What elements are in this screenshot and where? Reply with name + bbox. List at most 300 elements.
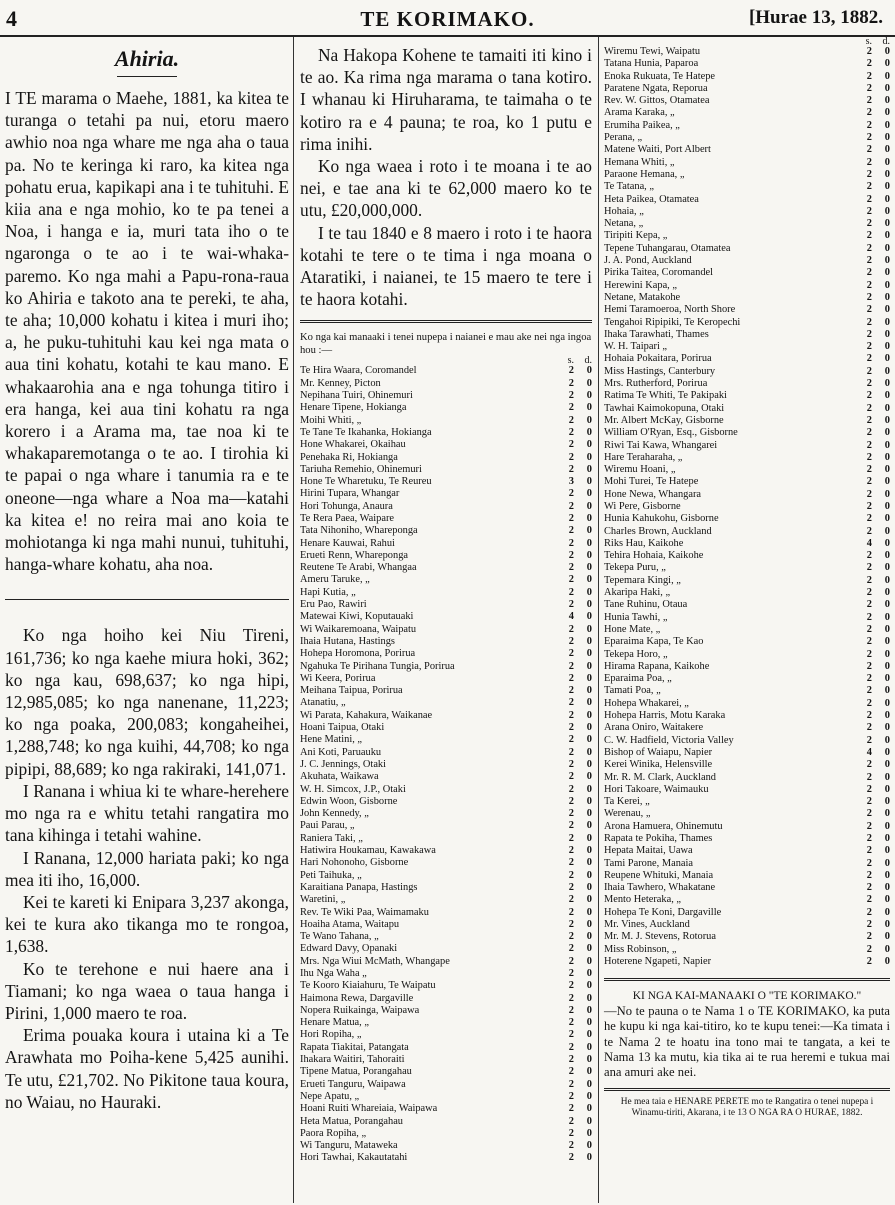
subscriber-shillings: 3 xyxy=(568,476,574,488)
subscriber-row xyxy=(604,649,890,661)
subscriber-row xyxy=(300,1017,592,1029)
subscriber-name: Mr. R. M. Clark, Auckland xyxy=(604,771,716,783)
subscriber-shillings: 2 xyxy=(866,587,872,599)
subscriber-row xyxy=(300,513,592,525)
subscriber-pence: 0 xyxy=(884,353,890,365)
subscriber-name: Ta Kerei, „ xyxy=(604,796,650,808)
subscriber-pence: 0 xyxy=(884,599,890,611)
section-rule xyxy=(604,978,890,981)
notice-title: KI NGA KAI-MANAAKI O "TE KORIMAKO." xyxy=(632,990,862,1003)
subscriber-pence: 0 xyxy=(884,734,890,746)
subscriber-row xyxy=(604,599,890,611)
subscriber-name: Nepihana Tuiri, Ohinemuri xyxy=(300,390,413,402)
subscriber-shillings: 2 xyxy=(568,426,574,438)
subscriber-shillings: 2 xyxy=(866,95,872,107)
subscriber-row xyxy=(300,365,592,377)
subscriber-row xyxy=(604,353,890,365)
subscriber-row xyxy=(604,317,890,329)
subscriber-pence: 0 xyxy=(884,255,890,267)
subscriber-shillings: 2 xyxy=(866,181,872,193)
subscriber-name: Nepe Apatu, „ xyxy=(300,1090,360,1102)
subscriber-shillings: 2 xyxy=(568,1066,574,1078)
subscriber-shillings: 2 xyxy=(866,439,872,451)
subscriber-row xyxy=(604,735,890,747)
subscriber-shillings: 2 xyxy=(568,1090,574,1102)
subscriber-pence: 0 xyxy=(884,587,890,599)
subscriber-row xyxy=(300,685,592,697)
subscriber-name: Wi Parata, Kahakura, Waikanae xyxy=(300,709,433,721)
subscribers-intro xyxy=(300,331,592,357)
subscriber-name: Henare Kauwai, Rahui xyxy=(300,537,395,549)
subscriber-name: J. C. Jennings, Otaki xyxy=(300,758,387,770)
subscriber-pence: 0 xyxy=(586,1103,592,1115)
subscriber-name: Mohi Turei, Te Hatepe xyxy=(604,476,699,488)
subscriber-shillings: 2 xyxy=(866,402,872,414)
subscriber-row xyxy=(300,488,592,500)
subscriber-row xyxy=(300,562,592,574)
subscriber-shillings: 2 xyxy=(568,967,574,979)
subscriber-name: Hone Whakarei, Okaihau xyxy=(300,439,406,451)
subscriber-pence: 0 xyxy=(586,1115,592,1127)
subscriber-name: Te Hira Waara, Coromandel xyxy=(300,365,417,377)
subscriber-row xyxy=(300,894,592,906)
subscriber-name: Hori Ropiha, „ xyxy=(300,1029,362,1041)
subscriber-pence: 0 xyxy=(586,513,592,524)
subscriber-name: Heta Matua, Porangahau xyxy=(300,1115,404,1127)
subscriber-row xyxy=(604,390,890,402)
subscriber-name: Hohaia Pokaitara, Porirua xyxy=(604,353,712,365)
subscriber-pence: 0 xyxy=(884,623,890,635)
masthead-title: TE KORIMAKO. xyxy=(360,7,535,31)
subscriber-shillings: 2 xyxy=(866,734,872,746)
subscriber-name: Paui Parau, „ xyxy=(300,820,355,832)
subscriber-shillings: 2 xyxy=(866,833,872,844)
subscriber-pence: 0 xyxy=(884,611,890,623)
subscriber-name: Erueti Tanguru, Waipawa xyxy=(300,1078,406,1090)
subscriber-shillings: 2 xyxy=(568,881,574,893)
subscriber-row xyxy=(604,759,890,771)
subscriber-name: Hunia Kahukohu, Gisborne xyxy=(604,513,719,525)
subscriber-row xyxy=(300,845,592,857)
subscriber-shillings: 2 xyxy=(866,783,872,795)
subscriber-row xyxy=(300,390,592,402)
subscriber-name: Mr. Albert McKay, Gisborne xyxy=(604,414,724,426)
subscriber-shillings: 2 xyxy=(866,341,872,353)
subscriber-name: Te Wano Tahana, „ xyxy=(300,931,379,943)
subscriber-shillings: 2 xyxy=(866,132,872,144)
subscriber-shillings: 2 xyxy=(568,697,574,709)
subscriber-row xyxy=(300,882,592,894)
subscriber-shillings: 2 xyxy=(568,500,574,512)
subscriber-row xyxy=(300,759,592,771)
subscriber-pence: 0 xyxy=(586,463,592,475)
imprint: He mea taia e HENARE PERETE mo te Rangatira o tenei nupepa i Winamu-tiriti, Akarana, i te 13 O NGA RA O HURAE, 1882. xyxy=(620,1097,874,1119)
subscriber-name: Tepemara Kingi, „ xyxy=(604,574,681,586)
subscriber-row xyxy=(604,476,890,488)
subscriber-row xyxy=(300,636,592,648)
subscriber-shillings: 2 xyxy=(568,832,574,844)
subscriber-row xyxy=(300,1066,592,1078)
subscriber-shillings: 2 xyxy=(866,328,872,340)
subscriber-pence: 0 xyxy=(884,771,890,783)
subscriber-pence: 0 xyxy=(884,833,890,844)
subscriber-pence: 0 xyxy=(884,451,890,463)
subscriber-row xyxy=(604,329,890,341)
subscriber-shillings: 2 xyxy=(568,931,574,943)
subscriber-row xyxy=(300,427,592,439)
subscriber-shillings: 2 xyxy=(866,673,872,685)
subscriber-row xyxy=(300,538,592,550)
subscriber-name: Ani Koti, Paruauku xyxy=(300,746,382,758)
subscriber-pence: 0 xyxy=(884,636,890,648)
subscriber-shillings: 2 xyxy=(568,463,574,475)
subscriber-pence: 0 xyxy=(586,586,592,598)
subscriber-shillings: 2 xyxy=(568,1041,574,1053)
subscriber-pence: 0 xyxy=(586,1152,592,1164)
subscriber-pence: 0 xyxy=(586,943,592,955)
subscriber-shillings: 2 xyxy=(866,660,872,672)
subscriber-name: Hoaiha Atama, Waitapu xyxy=(300,918,400,930)
subscriber-row xyxy=(604,944,890,956)
subscriber-name: Rapata Tiakitai, Patangata xyxy=(300,1041,409,1053)
subscriber-shillings: 2 xyxy=(568,377,574,389)
subscriber-shillings: 2 xyxy=(866,156,872,168)
subscriber-row xyxy=(300,1054,592,1066)
subscriber-shillings: 2 xyxy=(568,513,574,524)
subscriber-name: Eru Pao, Rawiri xyxy=(300,599,367,611)
subscriber-row xyxy=(604,612,890,624)
subscriber-shillings: 2 xyxy=(568,685,574,697)
subscriber-shillings: 2 xyxy=(866,119,872,131)
subscriber-name: Hori Takoare, Waimauku xyxy=(604,783,709,795)
subscriber-pence: 0 xyxy=(884,365,890,377)
subscriber-row xyxy=(604,894,890,906)
subscriber-row xyxy=(300,993,592,1005)
subscriber-shillings: 2 xyxy=(866,710,872,722)
subscriber-pence: 0 xyxy=(586,894,592,906)
subscriber-row xyxy=(604,575,890,587)
subscriber-name: Tekepa Horo, „ xyxy=(604,648,668,660)
subscriber-pence: 0 xyxy=(586,1029,592,1041)
subscriber-row xyxy=(300,673,592,685)
subscriber-shillings: 2 xyxy=(568,537,574,549)
subscriber-name: Tepene Tuhangarau, Otamatea xyxy=(604,242,731,254)
subscriber-row xyxy=(604,255,890,267)
subscriber-name: Heta Paikea, Otamatea xyxy=(604,193,699,205)
subscriber-pence: 0 xyxy=(884,685,890,697)
subscriber-name: John Kennedy, „ xyxy=(300,808,369,820)
subscriber-pence: 0 xyxy=(884,783,890,795)
subscriber-pence: 0 xyxy=(586,377,592,389)
subscriber-pence: 0 xyxy=(884,488,890,500)
subscriber-shillings: 2 xyxy=(568,758,574,770)
subscriber-row xyxy=(300,820,592,832)
subscriber-row xyxy=(300,956,592,968)
subscriber-name: Paratene Ngata, Reporua xyxy=(604,82,708,94)
subscriber-shillings: 2 xyxy=(568,771,574,783)
subscriber-name: Netana, „ xyxy=(604,218,644,230)
subscriber-pence: 0 xyxy=(586,672,592,684)
subscriber-pence: 0 xyxy=(586,697,592,709)
pence-label: d. xyxy=(882,36,890,47)
subscriber-shillings: 2 xyxy=(866,365,872,377)
subscriber-pence: 0 xyxy=(884,820,890,832)
subscriber-shillings: 2 xyxy=(568,894,574,906)
subscriber-name: Tengahoi Ripipiki, Te Keropechi xyxy=(604,316,741,328)
subscriber-name: Matewai Kiwi, Koputauaki xyxy=(300,611,414,623)
subscriber-shillings: 2 xyxy=(866,267,872,279)
subscriber-shillings: 2 xyxy=(568,635,574,647)
subscriber-pence: 0 xyxy=(884,906,890,918)
subscriber-shillings: 2 xyxy=(568,451,574,463)
subscriber-row xyxy=(300,1091,592,1103)
subscriber-row xyxy=(604,526,890,538)
subscriber-pence: 0 xyxy=(586,881,592,893)
subscriber-shillings: 2 xyxy=(866,796,872,808)
subscriber-name: Reutene Te Arabi, Whangaa xyxy=(300,562,417,574)
subscriber-pence: 0 xyxy=(586,1004,592,1016)
subscriber-shillings: 2 xyxy=(866,390,872,402)
subscriber-row xyxy=(604,562,890,574)
subscriber-row xyxy=(300,661,592,673)
subscriber-name: Reupene Whituki, Manaia xyxy=(604,869,714,881)
subscriber-name: Tipene Matua, Porangahau xyxy=(300,1066,412,1078)
subscriber-name: W. H. Taipari „ xyxy=(604,341,668,353)
subscriber-pence: 0 xyxy=(586,635,592,647)
subscriber-pence: 0 xyxy=(586,857,592,869)
subscriber-pence: 0 xyxy=(586,918,592,930)
subscriber-shillings: 2 xyxy=(568,648,574,660)
subscriber-shillings: 2 xyxy=(568,820,574,832)
subscriber-pence: 0 xyxy=(884,513,890,525)
subscriber-name: Rev. Te Wiki Paa, Waimamaku xyxy=(300,906,429,918)
subscriber-row xyxy=(300,833,592,845)
subscriber-pence: 0 xyxy=(586,476,592,488)
subscriber-pence: 0 xyxy=(586,783,592,795)
subscriber-name: Hirama Rapana, Kaikohe xyxy=(604,660,710,672)
subscriber-name: Netane, Matakohe xyxy=(604,291,681,303)
subscriber-pence: 0 xyxy=(884,119,890,131)
subscriber-row xyxy=(604,304,890,316)
subscriber-shillings: 2 xyxy=(568,869,574,881)
subscriber-name: Hohepa Horomona, Porirua xyxy=(300,648,416,660)
subscriber-pence: 0 xyxy=(586,709,592,721)
subscriber-pence: 0 xyxy=(586,820,592,832)
subscriber-pence: 0 xyxy=(884,181,890,193)
subscriber-row xyxy=(300,907,592,919)
subscriber-row xyxy=(300,808,592,820)
subscriber-row xyxy=(604,95,890,107)
subscriber-row xyxy=(300,439,592,451)
subscriber-pence: 0 xyxy=(884,378,890,390)
subscriber-name: Hori Tawhai, Kakautatahi xyxy=(300,1152,408,1164)
subscriber-pence: 0 xyxy=(586,931,592,943)
column-3 xyxy=(604,38,890,1119)
subscriber-name: Tariuha Remehio, Ohinemuri xyxy=(300,463,422,475)
subscriber-row xyxy=(300,1005,592,1017)
subscriber-name: Penehaka Ri, Hokianga xyxy=(300,451,398,463)
subscriber-pence: 0 xyxy=(586,771,592,783)
subscriber-name: Hari Nohonoho, Gisborne xyxy=(300,857,409,869)
subscriber-row xyxy=(300,796,592,808)
subscriber-pence: 0 xyxy=(586,1090,592,1102)
subscriber-shillings: 2 xyxy=(866,636,872,648)
subscriber-pence: 0 xyxy=(884,439,890,451)
subscriber-row xyxy=(604,821,890,833)
subscriber-name: Hoani Ruiti Whareiaia, Waipawa xyxy=(300,1103,438,1115)
subscriber-shillings: 2 xyxy=(866,500,872,512)
subscriber-row xyxy=(300,501,592,513)
column-2 xyxy=(300,44,592,1165)
subscriber-row xyxy=(604,403,890,415)
subscriber-shillings: 2 xyxy=(866,193,872,205)
subscriber-pence: 0 xyxy=(884,242,890,254)
subscriber-shillings: 2 xyxy=(866,378,872,390)
subscriber-row xyxy=(300,1128,592,1140)
subscriber-shillings: 2 xyxy=(568,918,574,930)
subscriber-shillings: 2 xyxy=(568,1115,574,1127)
subscriber-row xyxy=(300,710,592,722)
subscriber-row xyxy=(604,120,890,132)
subscriber-row xyxy=(604,169,890,181)
subscriber-shillings: 2 xyxy=(568,795,574,807)
subscriber-shillings: 2 xyxy=(866,427,872,439)
subscriber-shillings: 4 xyxy=(866,746,872,758)
subscriber-name: Hene Matini, „ xyxy=(300,734,363,746)
subscriber-name: Wi Tanguru, Mataweka xyxy=(300,1140,398,1152)
subscriber-shillings: 2 xyxy=(866,488,872,500)
subscriber-name: Hemi Taramoeroa, North Shore xyxy=(604,304,736,316)
subscriber-row xyxy=(604,931,890,943)
subscriber-row xyxy=(604,194,890,206)
subscriber-name: Raniera Taki, „ xyxy=(300,832,363,844)
subscriber-name: Edwin Woon, Gisborne xyxy=(300,795,398,807)
subscriber-row xyxy=(604,772,890,784)
subscriber-pence: 0 xyxy=(586,832,592,844)
subscriber-row xyxy=(300,624,592,636)
subscriber-row xyxy=(300,587,592,599)
subscriber-shillings: 2 xyxy=(866,242,872,254)
subscriber-name: Henare Matua, „ xyxy=(300,1017,369,1029)
news-item: Ko nga hoiho kei Niu Tireni, 161,736; ko nga kaehe miura hoki, 362; ko nga kau, 698,637; ko nga hipi, 12,985,085; ko nga nanenane, 11,223; ko nga poaka, 200,083; kongaheihei, 1,288,748; ko nga kuihi, 44,708; ko nga pipipi, 88,689; ko nga rakiraki, 141,071. xyxy=(5,625,289,779)
subscriber-pence: 0 xyxy=(884,796,890,808)
subscriber-row xyxy=(300,943,592,955)
subscriber-shillings: 2 xyxy=(866,857,872,869)
subscriber-row xyxy=(604,46,890,58)
subscriber-shillings: 2 xyxy=(866,869,872,881)
subscriber-name: Akaripa Haki, „ xyxy=(604,587,671,599)
subscriber-shillings: 2 xyxy=(866,168,872,180)
subscriber-pence: 0 xyxy=(586,758,592,770)
subscriber-list xyxy=(300,365,592,1164)
sd-header xyxy=(300,357,592,365)
subscriber-shillings: 2 xyxy=(866,574,872,586)
subscriber-row xyxy=(300,771,592,783)
subscriber-shillings: 2 xyxy=(866,722,872,734)
subscriber-name: Te Tatana, „ xyxy=(604,181,654,193)
subscriber-name: Erumiha Paikea, „ xyxy=(604,119,680,131)
subscriber-pence: 0 xyxy=(586,488,592,500)
subscriber-name: Karaitiana Panapa, Hastings xyxy=(300,881,418,893)
subscriber-shillings: 2 xyxy=(866,550,872,562)
subscriber-pence: 0 xyxy=(884,58,890,70)
subscriber-name: Tehira Hohaia, Kaikohe xyxy=(604,550,704,562)
subscriber-name: J. A. Pond, Auckland xyxy=(604,255,692,267)
subscriber-name: Pirika Taitea, Coromandel xyxy=(604,267,714,279)
subscriber-shillings: 2 xyxy=(568,857,574,869)
section-rule xyxy=(5,599,289,600)
subscriber-name: W. H. Simcox, J.P., Otaki xyxy=(300,783,406,795)
subscriber-row xyxy=(604,267,890,279)
subscriber-name: Mr. Kenney, Picton xyxy=(300,377,381,389)
subscriber-shillings: 2 xyxy=(866,820,872,832)
subscriber-shillings: 2 xyxy=(866,353,872,365)
subscriber-shillings: 2 xyxy=(568,1103,574,1115)
subscriber-pence: 0 xyxy=(884,869,890,881)
subscriber-name: Eparaima Poa, „ xyxy=(604,673,672,685)
subscriber-pence: 0 xyxy=(586,648,592,660)
subscriber-row xyxy=(300,415,592,427)
subscriber-pence: 0 xyxy=(884,919,890,931)
subscriber-row xyxy=(300,1079,592,1091)
subscriber-row xyxy=(604,710,890,722)
subscriber-row xyxy=(604,107,890,119)
subscriber-row xyxy=(300,857,592,869)
subscriber-row xyxy=(300,870,592,882)
subscriber-name: Hunia Tawhi, „ xyxy=(604,611,668,623)
subscriber-shillings: 2 xyxy=(568,390,574,402)
subscriber-name: Atanatiu, „ xyxy=(300,697,346,709)
subscriber-name: Hone Newa, Whangara xyxy=(604,488,702,500)
shillings-label: s. xyxy=(567,355,574,367)
subscriber-shillings: 2 xyxy=(568,525,574,537)
shillings-label: s. xyxy=(865,36,872,47)
subscriber-name: Matene Waiti, Port Albert xyxy=(604,144,711,156)
subscriber-row xyxy=(604,489,890,501)
article-title: Ahiria. xyxy=(114,46,180,71)
subscriber-pence: 0 xyxy=(586,1127,592,1139)
subscriber-row xyxy=(300,452,592,464)
subscriber-name: Mrs. Rutherford, Porirua xyxy=(604,378,708,390)
subscriber-shillings: 2 xyxy=(568,439,574,451)
subscriber-pence: 0 xyxy=(884,648,890,660)
subscriber-shillings: 2 xyxy=(866,144,872,156)
subscriber-pence: 0 xyxy=(884,316,890,328)
subscriber-shillings: 2 xyxy=(568,586,574,598)
column-1 xyxy=(5,44,289,1113)
subscriber-pence: 0 xyxy=(884,95,890,107)
subscriber-row xyxy=(604,698,890,710)
subscriber-list xyxy=(604,46,890,968)
subscriber-pence: 0 xyxy=(586,869,592,881)
subscriber-shillings: 2 xyxy=(568,1054,574,1066)
subscriber-name: Mr. M. J. Stevens, Rotorua xyxy=(604,931,716,943)
subscriber-row xyxy=(604,636,890,648)
subscriber-shillings: 2 xyxy=(866,931,872,943)
subscriber-shillings: 2 xyxy=(568,562,574,574)
subscriber-pence: 0 xyxy=(884,537,890,549)
subscriber-shillings: 2 xyxy=(866,291,872,303)
subscriber-row xyxy=(300,476,592,488)
subscriber-pence: 0 xyxy=(586,808,592,820)
subscriber-pence: 0 xyxy=(884,550,890,562)
subscriber-row xyxy=(604,673,890,685)
subscriber-pence: 0 xyxy=(884,341,890,353)
subscriber-name: Tane Ruhinu, Otaua xyxy=(604,599,688,611)
subscriber-pence: 0 xyxy=(586,1017,592,1029)
column-rule-2 xyxy=(598,37,599,1203)
subscriber-shillings: 2 xyxy=(866,562,872,574)
